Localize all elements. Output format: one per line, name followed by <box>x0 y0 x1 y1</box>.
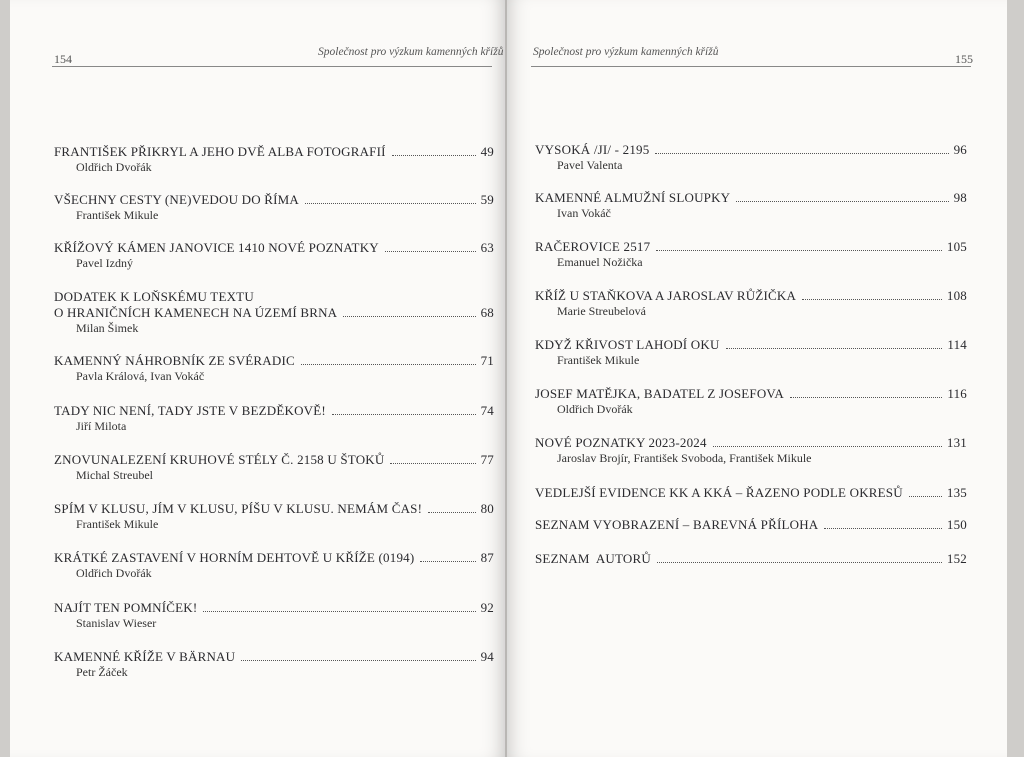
toc-entry[interactable] <box>54 501 494 532</box>
right-page <box>507 0 1007 757</box>
entry-title: KAMENNÉ KŘÍŽE V BÄRNAU <box>54 649 236 664</box>
entry-author: František Mikule <box>76 517 159 531</box>
toc-entry[interactable] <box>535 190 967 221</box>
leader-dots <box>392 154 476 156</box>
entry-title: ZNOVUNALEZENÍ KRUHOVÉ STÉLY Č. 2158 U ŠTOKŮ <box>54 452 385 467</box>
entry-author: Pavel Valenta <box>557 158 623 172</box>
toc-entry[interactable] <box>54 550 494 581</box>
entry-author: Marie Streubelová <box>557 304 646 318</box>
toc-entry[interactable] <box>535 435 967 466</box>
toc-entry[interactable] <box>54 289 494 336</box>
entry-page: 135 <box>946 485 967 500</box>
toc-entry[interactable] <box>535 386 967 417</box>
leader-dots <box>713 445 942 447</box>
leader-dots <box>655 152 948 154</box>
leader-dots <box>390 462 475 464</box>
entry-author: Jaroslav Brojír, František Svoboda, František Mikule <box>557 451 812 465</box>
running-head: Společnost pro výzkum kamenných křížů <box>533 46 719 58</box>
entry-author: Michal Streubel <box>76 468 153 482</box>
entry-author: František Mikule <box>76 208 159 222</box>
toc-entry[interactable] <box>54 403 494 434</box>
entry-title: KRÁTKÉ ZASTAVENÍ V HORNÍM DEHTOVĚ U KŘÍŽE (0194) <box>54 550 415 565</box>
leader-dots <box>343 315 475 317</box>
entry-title: NOVÉ POZNATKY 2023-2024 <box>535 435 707 450</box>
entry-page: 68 <box>480 305 494 320</box>
entry-page: 105 <box>946 239 967 254</box>
leader-dots <box>824 527 942 529</box>
entry-author: Pavel Izdný <box>76 256 133 270</box>
toc-entry[interactable] <box>54 600 494 631</box>
entry-page: 92 <box>480 600 494 615</box>
toc-entry[interactable] <box>535 551 967 567</box>
header-rule <box>52 66 492 67</box>
entry-title: SEZNAM AUTORŮ <box>535 551 651 566</box>
entry-page: 131 <box>946 435 967 450</box>
leader-dots <box>332 413 476 415</box>
toc-entry[interactable] <box>535 142 967 173</box>
entry-title: VEDLEJŠÍ EVIDENCE KK A KKÁ – ŘAZENO PODLE OKRESŮ <box>535 485 903 500</box>
entry-page: 114 <box>947 337 967 352</box>
leader-dots <box>420 560 475 562</box>
entry-page: 77 <box>480 452 494 467</box>
leader-dots <box>656 249 942 251</box>
entry-title: SPÍM V KLUSU, JÍM V KLUSU, PÍŠU V KLUSU. NEMÁM ČAS! <box>54 501 423 516</box>
entry-page: 80 <box>480 501 494 516</box>
entry-title: KŘÍŽ U STAŇKOVA A JAROSLAV RŮŽIČKA <box>535 288 797 303</box>
leader-dots <box>726 347 943 349</box>
entry-title: VYSOKÁ /JI/ - 2195 <box>535 142 650 157</box>
entry-title-line1: DODATEK K LOŇSKÉMU TEXTU <box>54 289 254 304</box>
entry-author: Jiří Milota <box>76 419 127 433</box>
page-number: 155 <box>955 52 973 66</box>
entry-title: KDYŽ KŘIVOST LAHODÍ OKU <box>535 337 720 352</box>
leader-dots <box>305 202 476 204</box>
entry-author: Milan Šimek <box>76 321 139 335</box>
leader-dots <box>802 298 942 300</box>
entry-title: KŘÍŽOVÝ KÁMEN JANOVICE 1410 NOVÉ POZNATKY <box>54 240 379 255</box>
page-number: 154 <box>54 52 72 66</box>
entry-author: Emanuel Nožička <box>557 255 643 269</box>
toc-entry[interactable] <box>54 353 494 384</box>
entry-page: 63 <box>480 240 494 255</box>
toc-entry[interactable] <box>535 517 967 533</box>
toc-entry[interactable] <box>54 452 494 483</box>
entry-title: KAMENNÝ NÁHROBNÍK ZE SVÉRADIC <box>54 353 295 368</box>
entry-author: Stanislav Wieser <box>76 616 157 630</box>
entry-title: FRANTIŠEK PŘIKRYL A JEHO DVĚ ALBA FOTOGRAFIÍ <box>54 144 386 159</box>
toc-entry[interactable] <box>535 288 967 319</box>
entry-title: KAMENNÉ ALMUŽNÍ SLOUPKY <box>535 190 731 205</box>
toc-entry[interactable] <box>535 337 967 368</box>
toc-entry[interactable] <box>535 239 967 270</box>
left-page <box>10 0 507 757</box>
entry-page: 96 <box>953 142 967 157</box>
leader-dots <box>385 250 476 252</box>
toc-entry[interactable] <box>54 240 494 271</box>
entry-page: 71 <box>480 353 494 368</box>
entry-author: Ivan Vokáč <box>557 206 611 220</box>
leader-dots <box>657 561 942 563</box>
entry-page: 74 <box>480 403 494 418</box>
entry-title: TADY NIC NENÍ, TADY JSTE V BEZDĚKOVĚ! <box>54 403 326 418</box>
entry-title: SEZNAM VYOBRAZENÍ – BAREVNÁ PŘÍLOHA <box>535 517 819 532</box>
entry-author: Oldřich Dvořák <box>76 160 152 174</box>
entry-author: Pavla Králová, Ivan Vokáč <box>76 369 205 383</box>
entry-title: O HRANIČNÍCH KAMENECH NA ÚZEMÍ BRNA <box>54 305 338 320</box>
entry-page: 152 <box>946 551 967 566</box>
entry-page: 87 <box>480 550 494 565</box>
toc-entry[interactable] <box>54 649 494 680</box>
entry-page: 116 <box>947 386 967 401</box>
entry-author: František Mikule <box>557 353 640 367</box>
header-rule <box>531 66 971 67</box>
running-head: Společnost pro výzkum kamenných křížů <box>318 46 504 58</box>
entry-page: 108 <box>946 288 967 303</box>
entry-author: Oldřich Dvořák <box>557 402 633 416</box>
leader-dots <box>736 200 948 202</box>
entry-page: 59 <box>480 192 494 207</box>
entry-page: 94 <box>480 649 494 664</box>
leader-dots <box>203 610 475 612</box>
entry-page: 49 <box>480 144 494 159</box>
entry-title: RAČEROVICE 2517 <box>535 239 651 254</box>
toc-entry[interactable] <box>54 192 494 223</box>
entry-page: 98 <box>953 190 967 205</box>
entry-author: Petr Žáček <box>76 665 128 679</box>
entry-title: NAJÍT TEN POMNÍČEK! <box>54 600 198 615</box>
leader-dots <box>301 363 476 365</box>
toc-entry[interactable] <box>54 144 494 175</box>
toc-entry[interactable] <box>535 485 967 501</box>
leader-dots <box>790 396 942 398</box>
leader-dots <box>909 495 942 497</box>
entry-title: VŠECHNY CESTY (NE)VEDOU DO ŘÍMA <box>54 192 300 207</box>
entry-page: 150 <box>946 517 967 532</box>
leader-dots <box>241 659 475 661</box>
entry-author: Oldřich Dvořák <box>76 566 152 580</box>
entry-title: JOSEF MATĚJKA, BADATEL Z JOSEFOVA <box>535 386 784 401</box>
leader-dots <box>428 511 475 513</box>
